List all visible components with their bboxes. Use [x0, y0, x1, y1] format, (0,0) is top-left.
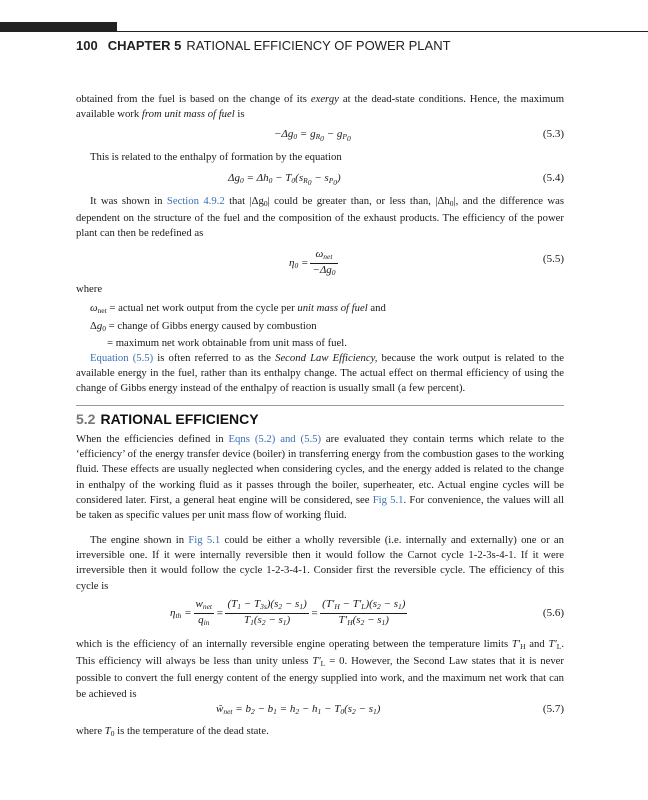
equation-body: $\eta_0$ = $\frac{\omega_{net}}{-\Delta g_0}$ — [289, 248, 336, 277]
section-number: 5.2 — [76, 411, 96, 427]
header-rule — [117, 31, 648, 32]
equation-5-6 — [76, 598, 564, 632]
definitions-list — [90, 301, 386, 351]
definition-delta-g0: $\Delta g_0$ = change of Gibbs energy caused by combustion — [90, 319, 317, 333]
equation-link[interactable]: Equation (5.5) — [90, 352, 154, 364]
equation-number: (5.5) — [542, 253, 564, 265]
equation-number: (5.6) — [542, 607, 564, 619]
section-link[interactable]: Section 4.9.2 — [166, 195, 225, 207]
definition-omega-net: $\omega_{net}$ = actual net work output from the cycle per unit mass of fuel and — [90, 302, 386, 315]
header-bar — [0, 22, 117, 32]
paragraph-1: obtained from the fuel is based on the change of its exergy at the dead-state conditions. Hence, the maximum available work from unit mass of fuel is — [76, 93, 565, 121]
equation-body: $ŵ_{net} = b_2 - b_1 = h_2 - h_1 - T_0(s_2 - s_1)$ — [216, 703, 381, 716]
chapter-label: CHAPTER 5 — [107, 38, 182, 53]
section-heading — [76, 411, 259, 427]
figure-link[interactable]: Fig 5.1 — [188, 534, 221, 546]
equation-5-4 — [76, 172, 564, 192]
section-title: RATIONAL EFFICIENCY — [100, 411, 259, 427]
paragraph-4: Equation (5.5) is often referred to as the Second Law Efficiency, because the work output is related to the available energy in the fuel, rather than its enthalpy change. The actual effect on thermal efficiency of using the change of Gibbs energy instead of the enthalpy of reaction is usually small (a few percent). — [76, 352, 564, 395]
chapter-title: RATIONAL EFFICIENCY OF POWER PLANT — [186, 38, 451, 53]
equation-5-5 — [76, 248, 564, 276]
equation-number: (5.4) — [542, 172, 564, 184]
equation-number: (5.7) — [542, 703, 564, 715]
where-label: where — [76, 283, 103, 295]
definition-max-work: = maximum net work obtainable from unit mass of fuel. — [107, 337, 347, 349]
equations-link[interactable]: Eqns (5.2) and (5.5) — [228, 433, 322, 445]
paragraph-6: The engine shown in Fig 5.1 could be either a wholly reversible (i.e. internally and externally) one or an irreversible one. If it were internally reversible then it would follow the Carnot cycle 1-2-3s-4-1. If it were irreversible then it would follow the cycle 1-2-3-4-1. Consider first the reversible cycle. The efficiency of this cycle is — [76, 534, 565, 592]
equation-body: $\Delta g_0 = \Delta h_0 - T_0(s_{R_0} - s_{P_0})$ — [228, 172, 341, 187]
equation-number: (5.3) — [542, 128, 564, 140]
equation-body: $\eta_{th}$ = $\frac{w_{net}}{q_{in}}$ = $\frac{(T_1 - T_{3s})(s_2 - s_1)}{T_1(s_2 - s_1)}$ = $\frac{(T'_H - T'_L)(s_2 - s_1)}{T'_H(s_2 - s_1)}$ — [170, 598, 406, 627]
paragraph-5: When the efficiencies defined in Eqns (5.2) and (5.5) are evaluated they contain terms which relate to the ‘efficiency’ of the energy transfer device (boiler) in transferring energy from the combustion gases to the working fluid. These effects are usually neglected when considering cycles, and the energy added is related to the change in enthalpy of the working fluid as it passes through the boiler, superheater, etc. Actual engine cycles will be considered later. First, a general heat engine will be considered, see Fig 5.1. For convenience, the values will all be taken as specific values per unit mass flow of working fluid. — [76, 433, 565, 522]
figure-link[interactable]: Fig 5.1 — [372, 493, 404, 506]
section-rule — [76, 405, 564, 406]
paragraph-3: It was shown in Section 4.9.2 that $|\Delta g_0|$ could be greater than, or less than, $|\Delta h_0|$, and the difference was dependent on the structure of the fuel and the composition of the exhaust products. The efficiency of the power plant can then be redefined as — [76, 195, 564, 240]
paragraph-7: which is the efficiency of an internally reversible engine operating between the temperature limits $T'_H$ and $T'_L$. This efficiency will always be less than unity unless $T'_L = 0$. However, the Second Law states that it is never possible to convert the full energy content of the energy supplied into work, and the maximum net work that can be achieved is — [76, 638, 564, 700]
equation-5-3 — [76, 128, 564, 148]
equation-body: $-\Delta g_0 = g_{R_0} - g_{P_0}$ — [274, 128, 351, 143]
page-number: 100 — [76, 38, 98, 53]
running-header — [76, 38, 451, 53]
equation-5-7 — [76, 703, 564, 723]
paragraph-2: This is related to the enthalpy of formation by the equation — [90, 151, 342, 163]
paragraph-8: where $T_0$ is the temperature of the dead state. — [76, 725, 269, 738]
